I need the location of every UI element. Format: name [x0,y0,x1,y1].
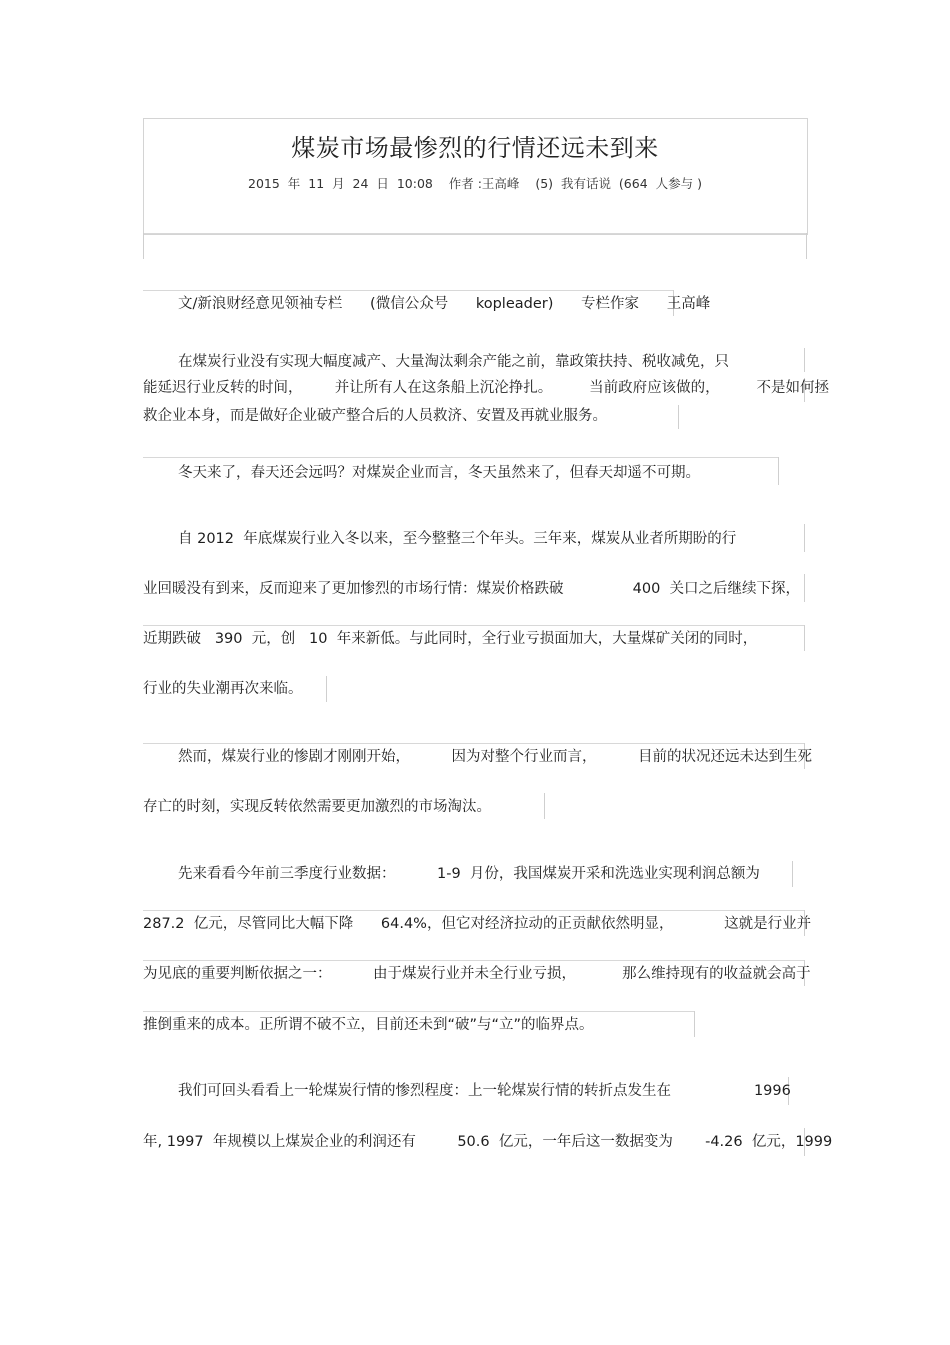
paragraph-line: 存亡的时刻，实现反转依然需要更加激烈的市场淘汰。 [143,799,491,815]
paragraph-line: 年, 1997 年规模以上煤炭企业的利润还有 50.6 亿元，一年后这一数据变为 -4.26 亿元，1999 [143,1134,833,1150]
paragraph-line: 先来看看今年前三季度行业数据： 1-9 月份，我国煤炭开采和洗选业实现利润总额为 [178,866,760,882]
paragraph-line: 我们可回头看看上一轮煤炭行情的惨烈程度：上一轮煤炭行情的转折点发生在 1996 [178,1083,791,1099]
cell-border [143,1011,694,1012]
cell-border [804,524,805,552]
paragraph-line: 然而，煤炭行业的惨剧才刚刚开始， 因为对整个行业而言， 目前的状况还远未达到生死 [178,749,812,765]
byline: 文/新浪财经意见领袖专栏 (微信公众号 kopleader) 专栏作家 王高峰 [178,296,711,312]
cell-border [804,625,805,651]
cell-border [678,405,679,429]
cell-border [778,457,779,485]
paragraph-line: 在煤炭行业没有实现大幅度减产、大量淘汰剩余产能之前，靠政策扶持、税收减免，只 [178,354,729,370]
cell-border [143,910,805,911]
cell-border [792,861,793,887]
cell-border [143,625,805,626]
cell-border [143,960,805,961]
paragraph-line: 为见底的重要判断依据之一： 由于煤炭行业并未全行业亏损， 那么维持现有的收益就会高于 [143,966,811,982]
paragraph-line: 自 2012 年底煤炭行业入冬以来，至今整整三个年头。三年来，煤炭从业者所期盼的行 [178,531,737,547]
cell-border [143,457,778,458]
header-left-edge [143,233,144,259]
paragraph-line: 能延迟行业反转的时间， 并让所有人在这条船上沉沦挣扎。 当前政府应该做的， 不是如何拯 [143,380,830,396]
paragraph-line: 冬天来了，春天还会远吗？对煤炭企业而言，冬天虽然来了，但春天却遥不可期。 [178,465,700,481]
cell-border [804,348,805,372]
article-title: 煤炭市场最惨烈的行情还远未到来 [291,134,659,162]
paragraph-line: 业回暖没有到来，反而迎来了更加惨烈的市场行情：煤炭价格跌破 400 关口之后继续下探， [143,581,801,597]
article-meta: 2015 年 11 月 24 日 10:08 作者 :王高峰 (5) 我有话说 (664 人参与 ) [248,176,702,191]
cell-border [326,676,327,702]
cell-border [804,574,805,602]
paragraph-line: 推倒重来的成本。正所谓不破不立，目前还未到“破”与“立”的临界点。 [143,1017,594,1033]
paragraph-line: 行业的失业潮再次来临。 [143,681,303,697]
header-divider [143,233,807,234]
cell-border [694,1011,695,1037]
paragraph-line: 近期跌破 390 元，创 10 年来新低。与此同时，全行业亏损面加大，大量煤矿关闭的同时， [143,631,758,647]
header-right-edge [806,233,807,259]
paragraph-line: 救企业本身，而是做好企业破产整合后的人员救济、安置及再就业服务。 [143,408,607,424]
cell-border [143,290,673,291]
cell-border [544,793,545,819]
paragraph-line: 287.2 亿元，尽管同比大幅下降 64.4%，但它对经济拉动的正贡献依然明显， 这就是行业并 [143,916,812,932]
cell-border [143,743,805,744]
